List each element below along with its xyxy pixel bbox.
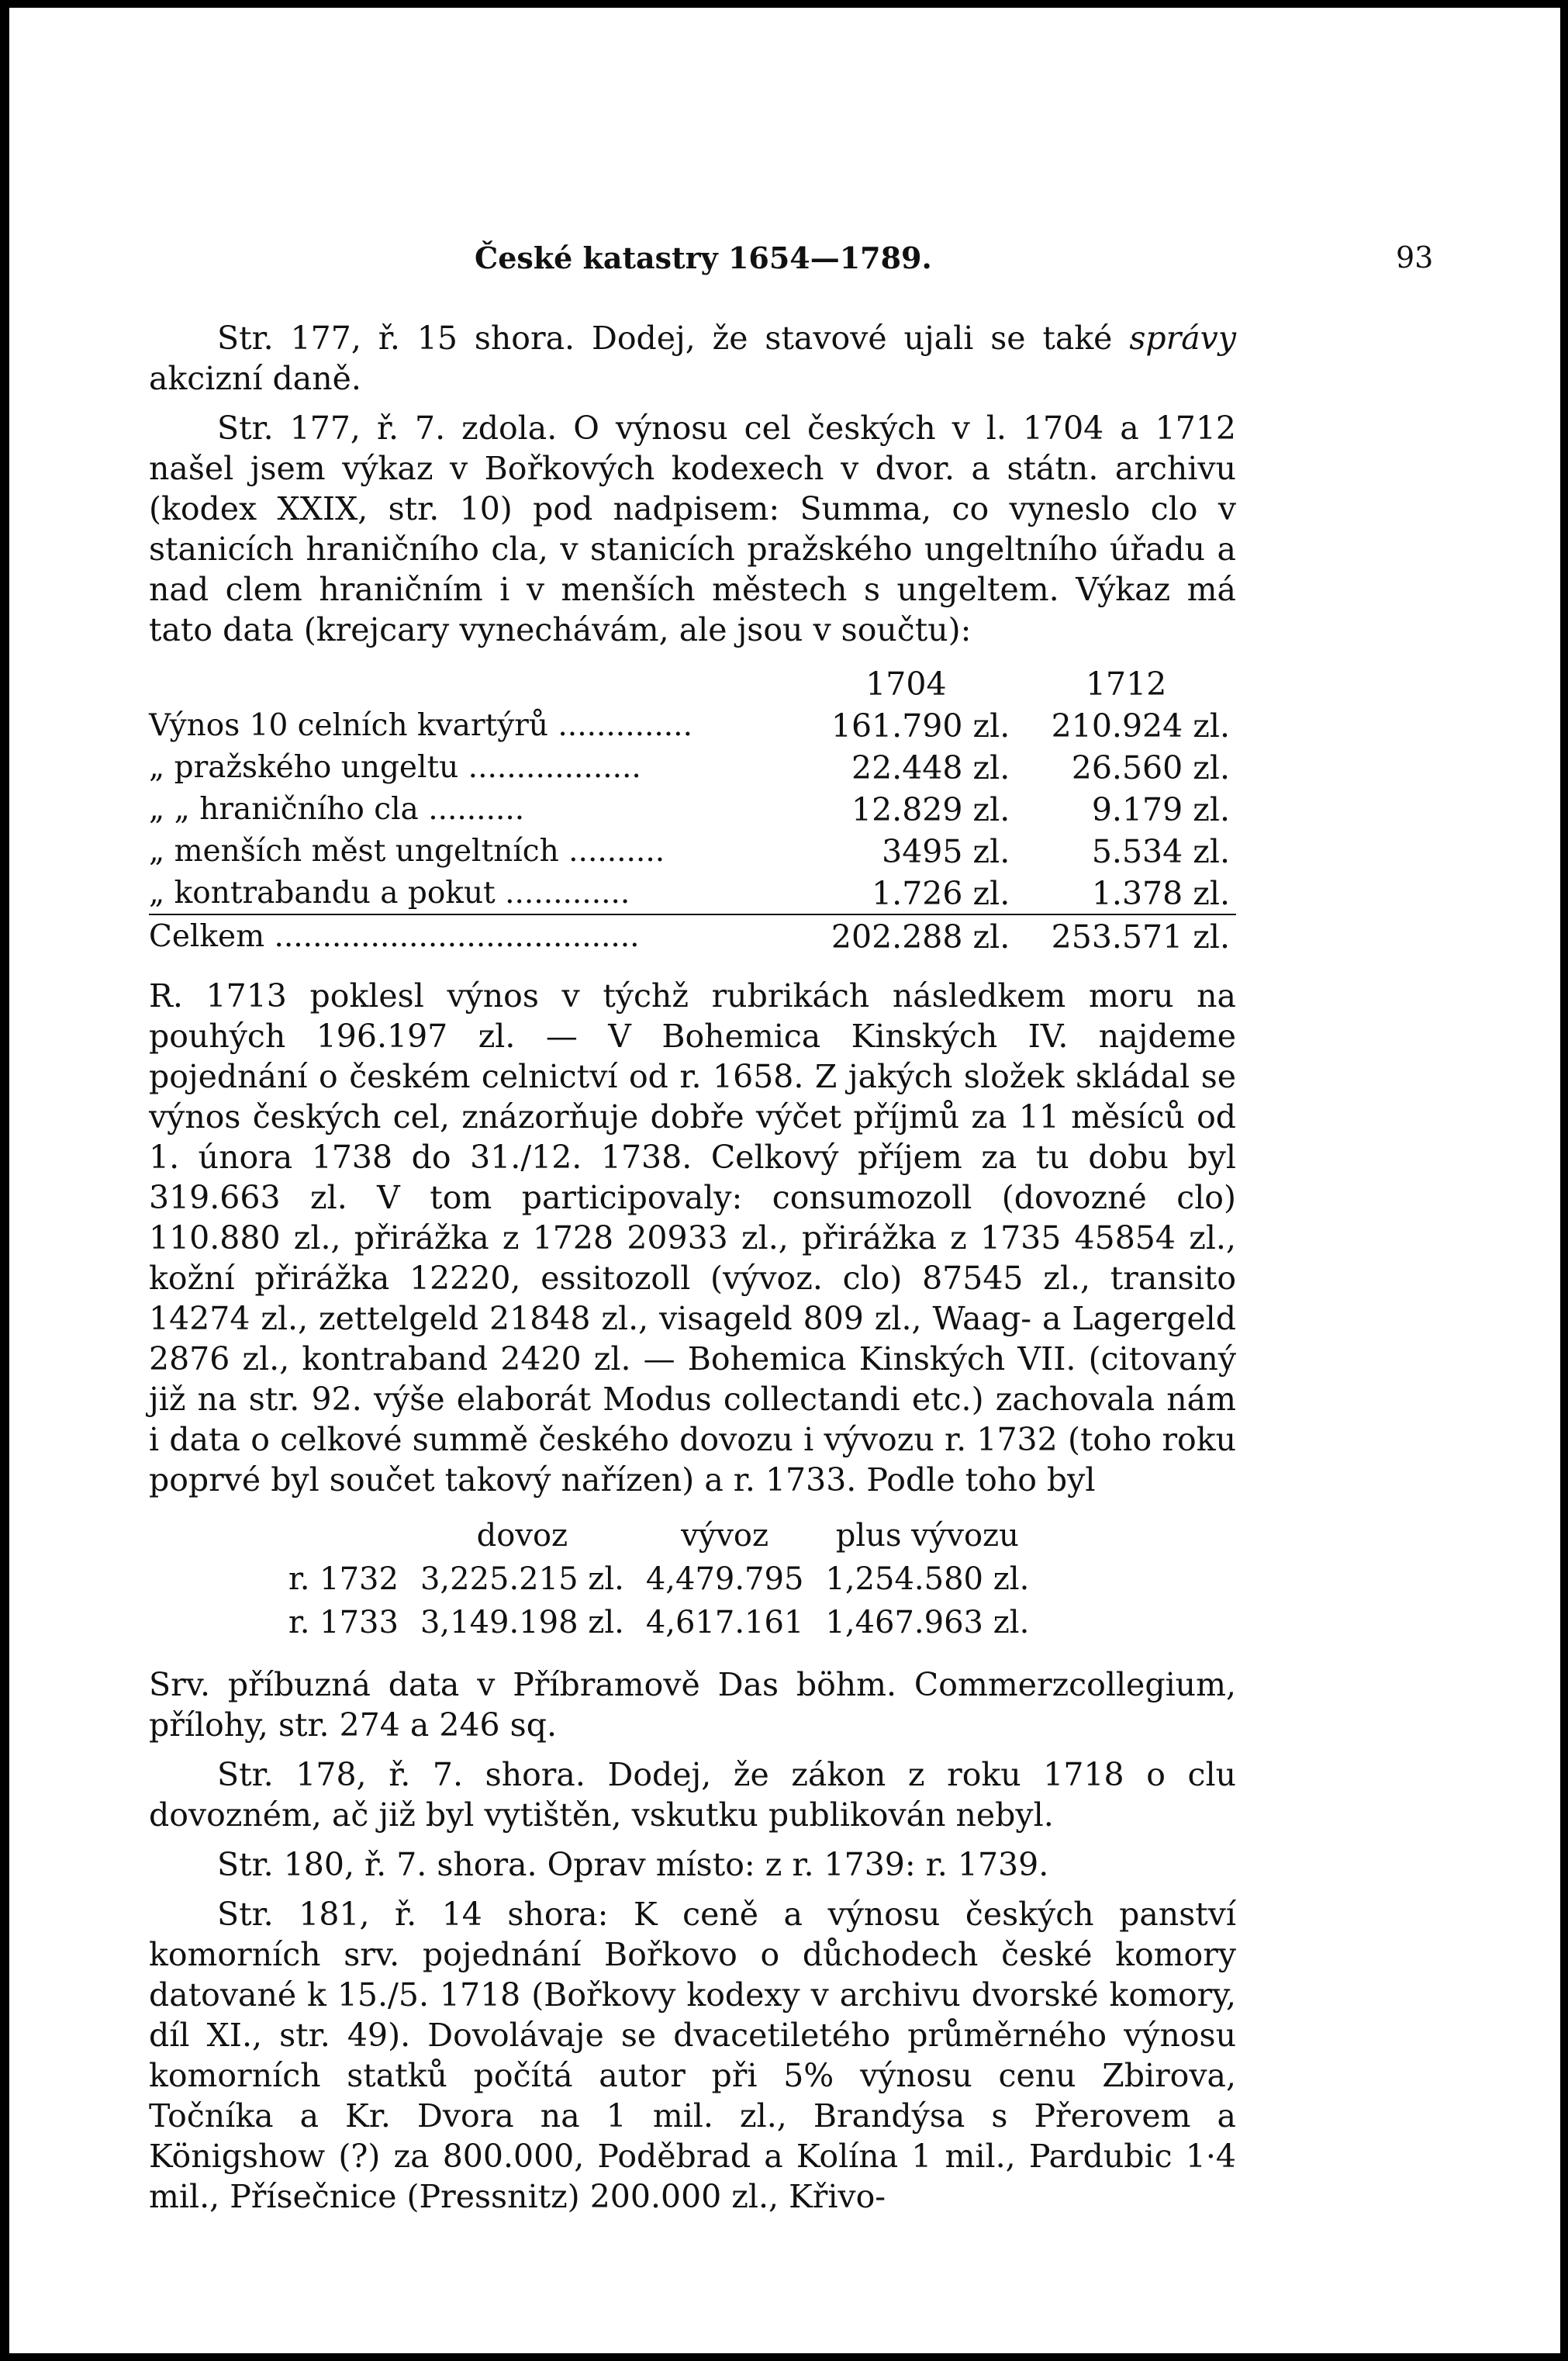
table-header-row: dovoz vývoz plus vývozu: [476, 1518, 1019, 1554]
paragraph: Str. 177, ř. 15 shora. Dodej, že stavové ujali se také správy akcizní daně.: [149, 320, 1236, 397]
table-row: r. 1732 3,225.215 zl. 4,479.795 1,254.580 zl.: [288, 1561, 1030, 1597]
table-row: „ menších měst ungeltních .......... 3495 zl. 5.534 zl.: [149, 833, 1230, 870]
paragraph: Srv. příbuzná data v Příbramově Das böhm. Commerzcollegium, přílohy, str. 274 a 246 sq.: [149, 1666, 1236, 1744]
paragraph: Str. 180, ř. 7. shora. Oprav místo: z r. 1739: r. 1739.: [217, 1846, 1049, 1883]
running-title: České katastry 1654—1789.: [475, 240, 932, 275]
table-row: „ „ hraničního cla .......... 12.829 zl. 9.179 zl.: [149, 791, 1230, 828]
table-row: „ kontrabandu a pokut ............. 1.726 zl. 1.378 zl.: [149, 875, 1230, 912]
page: [9, 8, 1560, 2353]
table-row: r. 1733 3,149.198 zl. 4,617.161 1,467.963 zl.: [288, 1605, 1030, 1640]
year-header: 1712: [1085, 665, 1167, 703]
page-header: [9, 240, 1560, 287]
paragraph: Str. 177, ř. 7. zdola. O výnosu cel českých v l. 1704 a 1712 našel jsem výkaz v Bořkových kodexech v dvor. a státn. archivu (kodex XXIX, str. 10) pod nadpisem: Summa, co vyneslo clo v stanicích hraničního cla, v stanicích pražského ungeltního úřadu a nad clem hraničním i v menších městech s ungeltem. Výkaz má tato data (krejcary vynechávám, ale jsou v součtu):: [149, 410, 1236, 648]
table-row: Výnos 10 celních kvartýrů .............. 161.790 zl. 210.924 zl.: [149, 707, 1230, 745]
table-row: „ pražského ungeltu .................. 22.448 zl. 26.560 zl.: [149, 749, 1230, 786]
customs-revenue-table: [149, 659, 1236, 957]
page-number: 93: [1396, 240, 1434, 275]
page-body: [149, 318, 1236, 2226]
import-export-table: [288, 1514, 1051, 1644]
paragraph: Str. 181, ř. 14 shora: K ceně a výnosu českých panství komorních srv. pojednání Bořkovo o důchodech české komory datované k 15./5. 1718 (Bořkovy kodexy v archivu dvorské komory, díl XI., str. 49). Dovolávaje se dvacetiletého průměrného výnosu komorních statků počítá autor při 5% výnosu cenu Zbirova, Točníka a Kr. Dvora na 1 mil. zl., Brandýsa s Přerovem a Königshow (?) za 800.000, Poděbrad a Kolína 1 mil., Pardubic 1·4 mil., Přísečnice (Pressnitz) 200.000 zl., Křivo-: [149, 1896, 1236, 2215]
year-header: 1704: [865, 665, 947, 703]
paragraph: Str. 178, ř. 7. shora. Dodej, že zákon z roku 1718 o clu dovozném, ač již byl vytištěn, vskutku publikován nebyl.: [149, 1756, 1236, 1834]
paragraph: R. 1713 poklesl výnos v týchž rubrikách následkem moru na pouhých 196.197 zl. — V Bohemica Kinských IV. najdeme pojednání o českém celnictví od r. 1658. Z jakých složek skládal se výnos českých cel, znázorňuje dobře výčet příjmů za 11 měsíců od 1. února 1738 do 31./12. 1738. Celkový příjem za tu dobu byl 319.663 zl. V tom participovaly: consumozoll (dovozné clo) 110.880 zl., přirážka z 1728 20933 zl., přirážka z 1735 45854 zl., kožní přirážka 12220, essitozoll (vývoz. clo) 87545 zl., transito 14274 zl., zettelgeld 21848 zl., visageld 809 zl., Waag- a Lagergeld 2876 zl., kontraband 2420 zl. — Bohemica Kinských VII. (citovaný již na str. 92. výše elaborát Modus collectandi etc.) zachovala nám i data o celkové summě českého dovozu i vývozu r. 1732 (toho roku poprvé byl součet takový nařízen) a r. 1733. Podle toho byl: [149, 977, 1236, 1499]
total-row: Celkem ...................................... 202.288 zl. 253.571 zl.: [149, 914, 1236, 957]
